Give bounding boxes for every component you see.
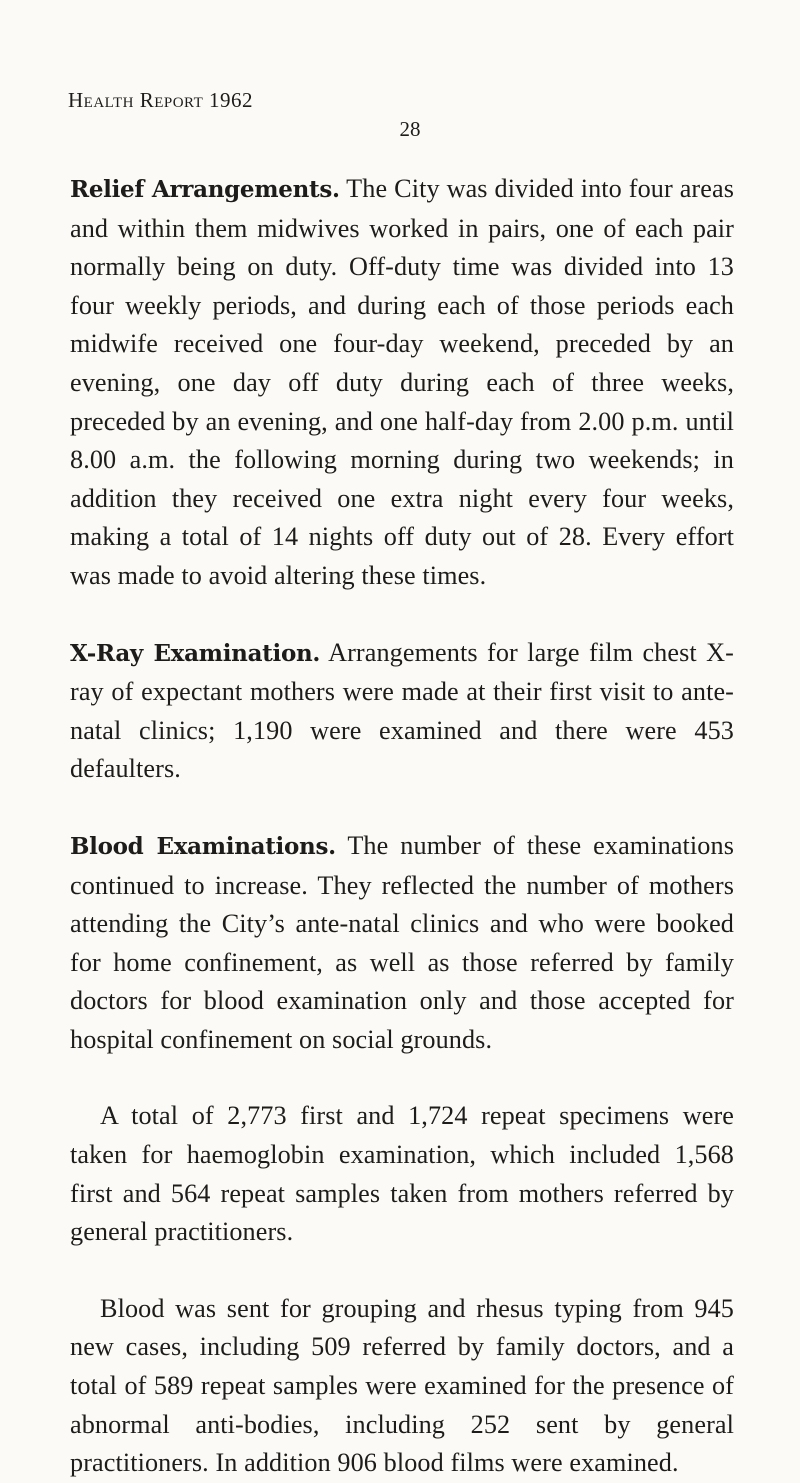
running-head: Health Report 1962 (68, 88, 254, 112)
section-heading-x-ray-examination: X-Ray Examination. (70, 639, 321, 667)
paragraph-relief-arrangements (70, 170, 734, 596)
paragraph-grouping-rhesus-typing: Blood was sent for grouping and rhesus typing from 945 new cases, including 509 referred by family doctors, and a total of 589 repeat samples were examined for the presence of abnormal anti-bodies, including 252 sent by general practitioners. In addition 906 blood films were examined. (70, 1293, 734, 1478)
paragraph-text: The number of these examinations continued to increase. They reflected the number of mothers attending the City’s ante-natal clinics and who were booked for home confinement, as well as those referred by family doctors for blood examination only and those accepted for hospital confinement on social grounds. (70, 830, 734, 1054)
section-heading-relief-arrangements: Relief Arrangements. (70, 176, 340, 203)
body-text (70, 170, 734, 1483)
section-heading-blood-examinations: Blood Examinations. (70, 832, 336, 860)
paragraph-x-ray-examination (70, 634, 734, 789)
paragraph-haemoglobin-examination: A total of 2,773 first and 1,724 repeat specimens were taken for haemoglobin examination, which included 1,568 first and 564 repeat samples taken from mothers referred by general practitioners. (70, 1101, 734, 1247)
paragraph-text: Arrangements for large film chest X-ray of expectant mothers were made at their first visit to ante-natal clinics; 1,190 were examined and there were 453 defaulters. (70, 637, 734, 784)
paragraph-text: The City was divided into four areas and within them midwives worked in pairs, one of each pair normally being on duty. Off-duty time was divided into 13 four weekly periods, and during each of those periods each midwife received one four-day weekend, preceded by an evening, one day off duty during each of three weeks, preceded by an evening, and one half-day from 2.00 p.m. until 8.00 a.m. the following morning during two weekends; in addition they received one extra night every four weeks, making a total of 14 nights off duty out of 28. Every effort was made to avoid altering these times. (70, 174, 734, 590)
paragraph-blood-examinations (70, 827, 734, 1060)
page-number: 28 (399, 117, 421, 141)
